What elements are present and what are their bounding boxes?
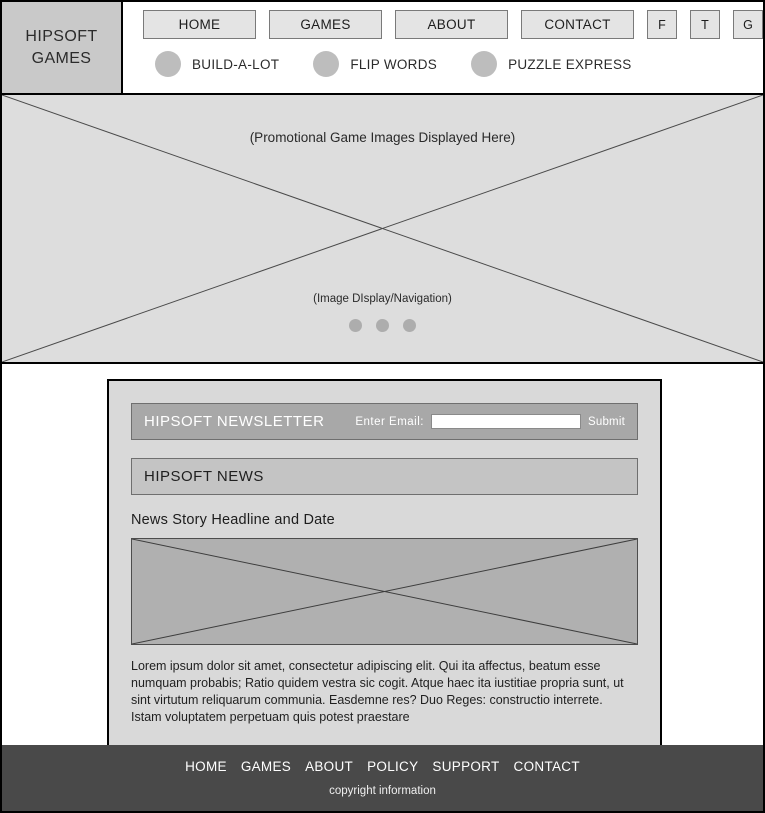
footer-link-policy[interactable]: POLICY [367, 759, 419, 774]
game-link-build-a-lot[interactable] [155, 51, 279, 77]
game-link-flip-words[interactable] [313, 51, 437, 77]
newsletter-title: HIPSOFT NEWSLETTER [144, 413, 325, 430]
hero-subcaption: (Image DIsplay/Navigation) [313, 293, 452, 305]
logo-line-2: GAMES [31, 49, 92, 67]
game-label: PUZZLE EXPRESS [508, 56, 632, 72]
footer-link-support[interactable]: SUPPORT [432, 759, 500, 774]
news-story-headline[interactable]: News Story Headline and Date [131, 512, 335, 528]
email-label: Enter Email: [355, 415, 424, 428]
news-story-image-placeholder[interactable] [131, 538, 638, 645]
game-thumb-icon [471, 51, 497, 77]
logo-line-1: HIPSOFT [25, 27, 98, 45]
submit-button[interactable]: Submit [588, 415, 625, 428]
site-footer [2, 745, 763, 811]
news-section-bar [131, 458, 638, 495]
nav-item-games[interactable]: GAMES [269, 10, 382, 39]
game-link-puzzle-express[interactable] [471, 51, 632, 77]
footer-link-games[interactable]: GAMES [240, 759, 292, 774]
footer-navigation [185, 759, 580, 774]
game-thumb-icon [313, 51, 339, 77]
carousel-dot-3[interactable] [403, 319, 416, 332]
nav-item-about[interactable]: ABOUT [395, 10, 508, 39]
newsletter-bar [131, 403, 638, 440]
footer-link-home[interactable]: HOME [185, 759, 227, 774]
news-story-body: Lorem ipsum dolor sit amet, consectetur adipiscing elit. Qui ita affectus, beatum esse numquam probabis; Ratio quidem vestra sic cogit. Atque haec ita iustitiae propria sunt, ut sint virtutum reliquarum communia. Easdemne res? Duo Reges: constructio interrete. Istam voluptatem perpetuam quis potest praestare [131, 659, 624, 724]
content-panel [107, 379, 662, 747]
site-logo[interactable] [2, 2, 123, 93]
news-section-title: HIPSOFT NEWS [144, 468, 264, 485]
site-header [2, 2, 763, 95]
nav-item-contact[interactable]: CONTACT [521, 10, 634, 39]
game-label: FLIP WORDS [350, 56, 438, 72]
footer-link-about[interactable]: ABOUT [305, 759, 354, 774]
facebook-icon[interactable]: F [647, 10, 677, 39]
placeholder-cross-icon [132, 539, 637, 644]
twitter-icon[interactable]: T [690, 10, 720, 39]
game-label: BUILD-A-LOT [192, 56, 280, 72]
nav-item-home[interactable]: HOME [143, 10, 256, 39]
featured-games-nav [123, 51, 763, 77]
footer-link-contact[interactable]: CONTACT [513, 759, 580, 774]
game-thumb-icon [155, 51, 181, 77]
main-navigation [123, 10, 763, 39]
header-right [123, 2, 763, 93]
google-plus-icon[interactable]: G [733, 10, 763, 39]
newsletter-form [355, 414, 625, 429]
carousel-dot-2[interactable] [376, 319, 389, 332]
carousel-dot-1[interactable] [349, 319, 362, 332]
email-field[interactable] [431, 414, 581, 429]
copyright-text: copyright information [329, 785, 436, 797]
hero-image-placeholder[interactable] [2, 95, 763, 364]
hero-carousel-dots[interactable] [2, 319, 763, 332]
hero-caption: (Promotional Game Images Displayed Here) [249, 130, 516, 145]
